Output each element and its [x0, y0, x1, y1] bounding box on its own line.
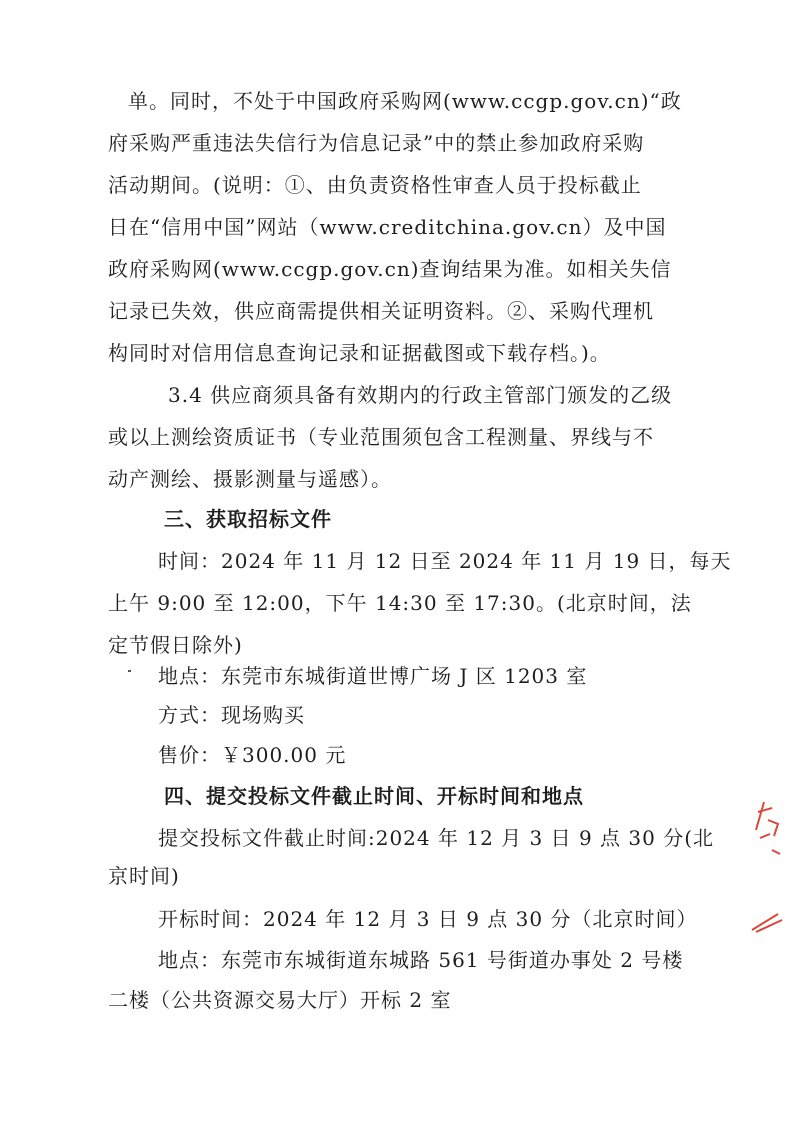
- text-line: 开标时间：2024 年 12 月 3 日 9 点 30 分（北京时间）: [158, 907, 698, 931]
- text-line: 京时间): [108, 864, 180, 888]
- stray-mark: [128, 670, 131, 672]
- text-line: 时间：2024 年 11 月 12 日至 2024 年 11 月 19 日，每天: [158, 549, 732, 573]
- text-line: 构同时对信用信息查询记录和证据截图或下载存档。)。: [108, 341, 611, 365]
- section-heading: 三、获取招标文件: [164, 507, 332, 531]
- text-line: 上午 9:00 至 12:00，下午 14:30 至 17:30。(北京时间，法: [108, 591, 692, 615]
- section-heading: 四、提交投标文件截止时间、开标时间和地点: [164, 784, 584, 808]
- text-line: 日在“信用中国”网站（www.creditchina.gov.cn）及中国: [108, 215, 667, 239]
- text-line: 活动期间。(说明：①、由负责资格性审查人员于投标截止: [108, 173, 642, 197]
- text-line: 地点：东莞市东城街道东城路 561 号街道办事处 2 号楼: [158, 948, 684, 972]
- text-line: 方式：现场购买: [158, 703, 305, 727]
- text-line: 政府采购网(www.ccgp.gov.cn)查询结果为准。如相关失信: [108, 257, 672, 281]
- text-line: 售价：￥300.00 元: [158, 743, 347, 767]
- text-line: 动产测绘、摄影测量与遥感）。: [108, 467, 392, 491]
- text-line: 单。同时，不处于中国政府采购网(www.ccgp.gov.cn)“政: [128, 89, 682, 113]
- text-line: 二楼（公共资源交易大厅）开标 2 室: [108, 988, 452, 1012]
- text-line: 地点：东莞市东城街道世博广场 J 区 1203 室: [158, 664, 588, 688]
- text-line: 记录已失效，供应商需提供相关证明资料。②、采购代理机: [108, 299, 654, 323]
- seal-stamp-fragment: [742, 790, 790, 940]
- text-line: 3.4 供应商须具备有效期内的行政主管部门颁发的乙级: [168, 383, 673, 407]
- text-line: 府采购严重违法失信行为信息记录”中的禁止参加政府采购: [108, 131, 645, 155]
- text-line: 或以上测绘资质证书（专业范围须包含工程测量、界线与不: [108, 425, 654, 449]
- text-line: 提交投标文件截止时间:2024 年 12 月 3 日 9 点 30 分(北: [158, 826, 715, 850]
- text-line: 定节假日除外): [108, 633, 243, 657]
